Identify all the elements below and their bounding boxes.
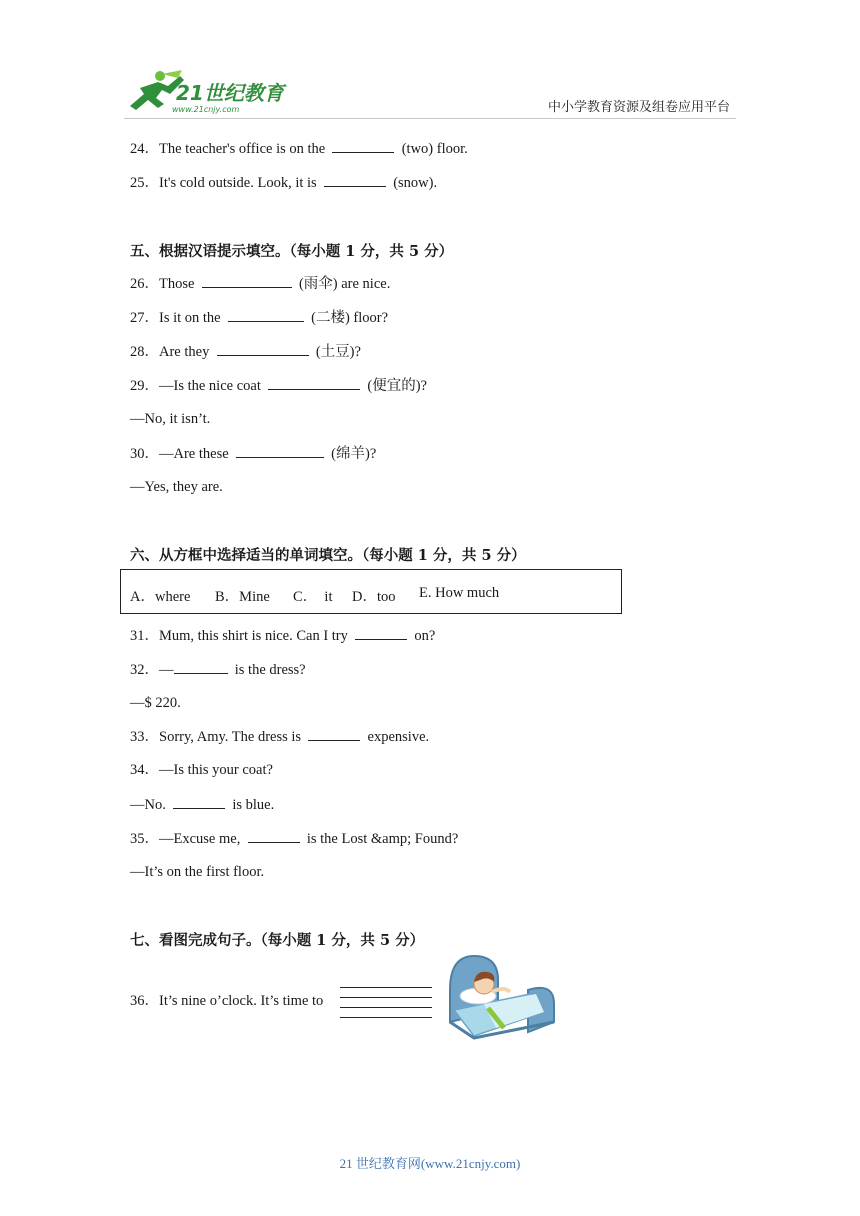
question-34-answer: —No. is blue.	[130, 797, 275, 813]
question-33: 33．Sorry, Amy. The dress is expensive.	[130, 729, 430, 745]
option-b: B．Mine	[215, 589, 270, 605]
question-35-answer: —It’s on the first floor.	[130, 864, 265, 880]
header-divider	[124, 118, 736, 119]
answer-blank[interactable]	[228, 308, 304, 322]
answer-blank[interactable]	[174, 660, 228, 674]
question-29: 29．—Is the nice coat (便宜的)?	[130, 378, 427, 394]
answer-blank[interactable]	[217, 342, 309, 356]
question-30: 30．—Are these (绵羊)?	[130, 446, 377, 462]
question-31: 31．Mum, this shirt is nice. Can I try on?	[130, 628, 436, 644]
question-27: 27．Is it on the (二楼) floor?	[130, 310, 389, 326]
question-25: 25．It's cold outside. Look, it is (snow).	[130, 175, 438, 191]
site-logo	[122, 68, 292, 116]
question-24: 24．The teacher's office is on the (two) floor.	[130, 141, 468, 157]
answer-blank[interactable]	[236, 444, 324, 458]
question-29-answer: —No, it isn’t.	[130, 411, 211, 427]
question-35: 35．—Excuse me, is the Lost &amp; Found?	[130, 831, 459, 847]
question-32: 32．— is the dress?	[130, 662, 306, 678]
section-6-title: 六、从方框中选择适当的单词填空。（每小题 1 分，共 5 分）	[130, 547, 526, 564]
option-e: E. How much	[419, 585, 500, 601]
answer-blank[interactable]	[202, 274, 292, 288]
question-32-answer: —$ 220.	[130, 695, 181, 711]
page-footer: 21 世纪教育网(www.21cnjy.com)	[339, 1156, 521, 1171]
question-28: 28．Are they (土豆)?	[130, 344, 361, 360]
option-d: D．too	[352, 589, 396, 605]
option-a: A．where	[130, 589, 191, 605]
answer-blank[interactable]	[248, 829, 300, 843]
answer-blank[interactable]	[355, 626, 407, 640]
word-bank-box	[120, 569, 622, 614]
logo-url: www.21cnjy.com	[172, 105, 240, 114]
answer-blank[interactable]	[173, 795, 225, 809]
question-34: 34．—Is this your coat?	[130, 762, 273, 778]
answer-blank[interactable]	[308, 727, 360, 741]
answer-blank[interactable]	[332, 139, 394, 153]
section-5-title: 五、根据汉语提示填空。（每小题 1 分，共 5 分）	[130, 243, 454, 260]
sleeping-boy-bed-icon	[444, 950, 556, 1045]
logo-text: 21世纪教育	[176, 81, 284, 105]
answer-blank[interactable]	[268, 376, 360, 390]
answer-blank[interactable]	[324, 173, 386, 187]
question-30-answer: —Yes, they are.	[130, 479, 223, 495]
question-26: 26．Those (雨伞) are nice.	[130, 276, 391, 292]
answer-writing-lines[interactable]	[340, 987, 432, 1027]
platform-label: 中小学教育资源及组卷应用平台	[547, 100, 730, 115]
option-c: C． it	[293, 589, 333, 605]
question-36: 36．It’s nine o’clock. It’s time to	[130, 993, 324, 1009]
section-7-title: 七、看图完成句子。（每小题 1 分，共 5 分）	[130, 932, 425, 949]
